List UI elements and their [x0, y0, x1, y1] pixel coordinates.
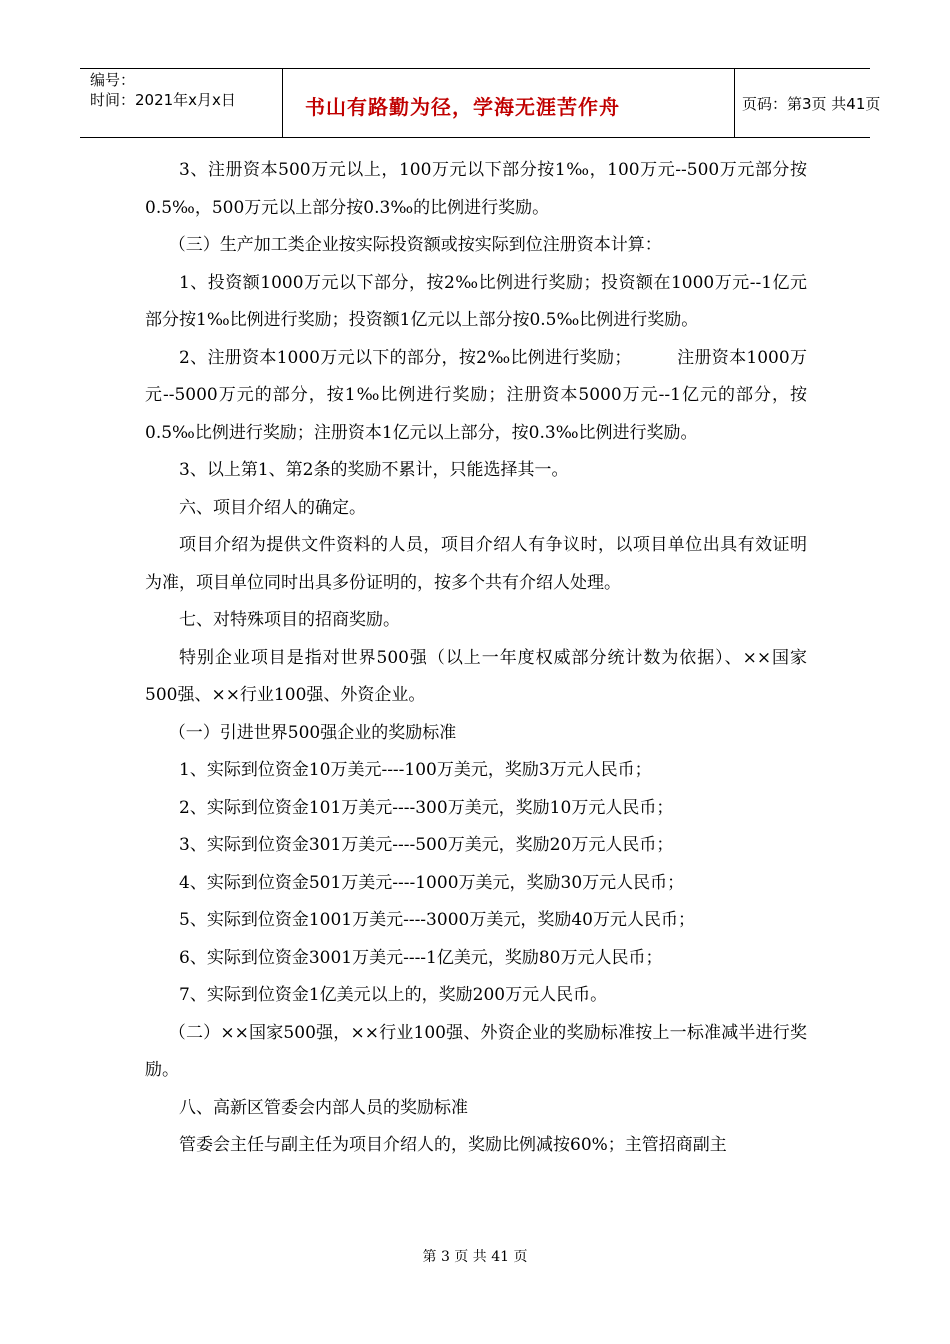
list-item: 7、实际到位资金1亿美元以上的，奖励200万元人民币。 [179, 985, 608, 1005]
list-item: 3、实际到位资金301万美元----500万美元，奖励20万元人民币； [179, 835, 674, 855]
header-motto: 书山有路勤为径，学海无涯苦作舟 [305, 95, 620, 119]
list-item: 5、实际到位资金1001万美元----3000万美元，奖励40万元人民币； [179, 910, 695, 930]
paragraph: 管委会主任与副主任为项目介绍人的，奖励比例减按60%；主管招商副主 [179, 1135, 727, 1155]
doc-date-label: 时间：2021年x月x日 [90, 91, 236, 109]
paragraph: （二）××国家500强，××行业100强、外资企业的奖励标准按上一标准减半进行奖励。 [145, 1022, 807, 1080]
document-header [80, 68, 881, 138]
section-heading: （一）引进世界500强企业的奖励标准 [168, 722, 457, 743]
list-item: 4、实际到位资金501万美元----1000万美元，奖励30万元人民币； [179, 872, 685, 893]
header-meta-cell [80, 69, 283, 137]
paragraph: 2、注册资本1000万元以下的部分，按2‰比例进行奖励； 注册资本1000万元--5000万元的部分，按1‰比例进行奖励；注册资本5000万元--1亿元的部分，按0.5‰比例进行奖励；注册资本1亿元以上部分，按0.3‰比例进行奖励。 [145, 347, 807, 443]
list-item: 1、实际到位资金10万美元----100万美元，奖励3万元人民币； [179, 760, 652, 780]
paragraph: 1、投资额1000万元以下部分，按2‰比例进行奖励；投资额在1000万元--1亿元部分按1‰比例进行奖励；投资额1亿元以上部分按0.5‰比例进行奖励。 [145, 272, 807, 330]
header-page-info: 页码：第3页 共41页 [742, 95, 881, 113]
section-heading: 六、项目介绍人的确定。 [179, 497, 366, 518]
paragraph: 3、以上第1、第2条的奖励不累计，只能选择其一。 [179, 460, 569, 480]
doc-number-label: 编号： [90, 71, 136, 89]
document-body [145, 152, 807, 1165]
paragraph: 项目介绍为提供文件资料的人员，项目介绍人有争议时，以项目单位出具有效证明为准，项目单位同时出具多份证明的，按多个共有介绍人处理。 [145, 535, 807, 593]
page-footer: 第 3 页 共 41 页 [422, 1249, 528, 1265]
paragraph: 3、注册资本500万元以上，100万元以下部分按1‰，100万元--500万元部分按0.5‰，500万元以上部分按0.3‰的比例进行奖励。 [145, 160, 807, 218]
paragraph: 特别企业项目是指对世界500强（以上一年度权威部分统计数为依据）、××国家500强、××行业100强、外资企业。 [145, 647, 807, 705]
list-item: 6、实际到位资金3001万美元----1亿美元，奖励80万元人民币； [179, 947, 663, 968]
header-motto-cell [283, 69, 735, 137]
list-item: 2、实际到位资金101万美元----300万美元，奖励10万元人民币； [179, 797, 674, 818]
section-heading: （三）生产加工类企业按实际投资额或按实际到位注册资本计算： [168, 235, 662, 255]
section-heading: 八、高新区管委会内部人员的奖励标准 [179, 1097, 468, 1118]
section-heading: 七、对特殊项目的招商奖励。 [179, 610, 400, 630]
